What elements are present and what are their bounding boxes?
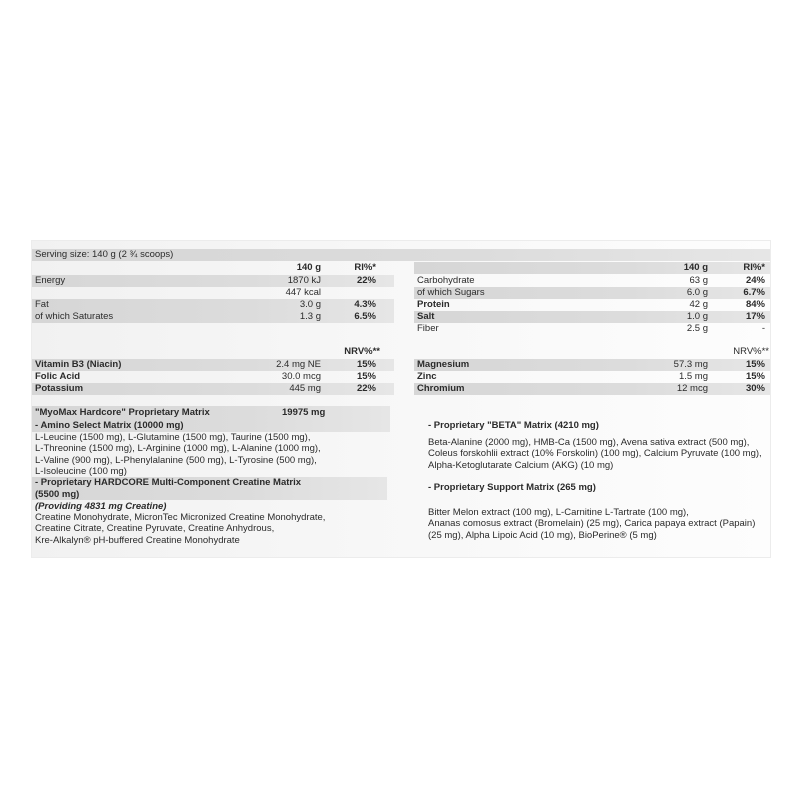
- table-row: Chromium 12 mcg 30%: [414, 383, 770, 395]
- matrix-amount: 19975 mg: [282, 407, 326, 418]
- table-row: Vitamin B3 (Niacin) 2.4 mg NE 15%: [32, 359, 394, 371]
- serving-size-row: [32, 249, 770, 261]
- table-row: of which Saturates 1.3 g 6.5%: [32, 311, 394, 323]
- nutrition-facts-panel: [31, 240, 771, 558]
- serving-size: Serving size: 140 g (2 ¾ scoops): [35, 249, 174, 260]
- amino-matrix-title: - Amino Select Matrix (10000 mg): [32, 419, 390, 432]
- table-row: Zinc 1.5 mg 15%: [417, 371, 765, 382]
- table-row: 447 kcal: [285, 287, 321, 298]
- left-table-header: [32, 262, 394, 274]
- table-row: Protein 42 g 84%: [417, 299, 765, 310]
- table-row: Magnesium 57.3 mg 15%: [414, 359, 770, 371]
- beta-matrix-ingredients: Beta-Alanine (2000 mg), HMB-Ca (1500 mg), Avena sativa extract (500 mg), Coleus forskohlii extract (10% Forskolin) (100 mg), Calcium Pyruvate (100 mg), Alpha-Ketoglutarate Calcium (AKG) (10 mg): [428, 437, 762, 471]
- ri-header: RI%*: [743, 262, 765, 273]
- table-row: Carbohydrate 63 g 24%: [417, 275, 765, 286]
- nrv-header: NRV%**: [733, 346, 769, 357]
- matrix-title-row: [32, 406, 390, 419]
- matrix-title: "MyoMax Hardcore" Proprietary Matrix: [35, 407, 210, 418]
- table-row: Potassium 445 mg 22%: [32, 383, 394, 395]
- table-row: Energy 1870 kJ 22%: [32, 275, 394, 287]
- amino-matrix-ingredients: L-Leucine (1500 mg), L-Glutamine (1500 mg), Taurine (1500 mg), L-Threonine (1500 mg), L-Arginine (1000 mg), L-Alanine (1000 mg), L-Valine (900 mg), L-Phenylalanine (500 mg), L-Tyrosine (500 mg), L-Isoleucine (100 mg): [35, 432, 321, 477]
- ri-header: RI%*: [354, 262, 376, 273]
- creatine-matrix-ingredients: Creatine Monohydrate, MicronTec Micronized Creatine Monohydrate, Creatine Citrate, Creatine Pyruvate, Creatine Anhydrous, Kre-Alkalyn® pH-buffered Creatine Monohydrate: [35, 512, 326, 546]
- amount-header: 140 g: [296, 262, 321, 273]
- table-row: Fiber 2.5 g -: [417, 323, 765, 334]
- table-row: Folic Acid 30.0 mcg 15%: [35, 371, 376, 382]
- support-matrix-ingredients: Bitter Melon extract (100 mg), L-Carnitine L-Tartrate (100 mg), Ananas comosus extract (Bromelain) (25 mg), Carica papaya extract (Papain) (25 mg), Alpha Lipoic Acid (10 mg), BioPerine® (5 mg): [428, 507, 756, 541]
- right-table-header: [414, 262, 770, 274]
- creatine-matrix-title: - Proprietary HARDCORE Multi-Component Creatine Matrix (5500 mg): [32, 477, 387, 500]
- vitamins-header: [32, 346, 394, 358]
- support-matrix-title: - Proprietary Support Matrix (265 mg): [428, 482, 596, 493]
- beta-matrix-title: - Proprietary "BETA" Matrix (4210 mg): [428, 420, 599, 431]
- table-row: Fat 3.0 g 4.3%: [32, 299, 394, 311]
- table-row: Salt 1.0 g 17%: [414, 311, 770, 323]
- minerals-header: [414, 346, 770, 358]
- nrv-header: NRV%**: [344, 346, 380, 357]
- creatine-matrix-note: (Providing 4831 mg Creatine): [35, 501, 167, 512]
- amount-header: 140 g: [683, 262, 708, 273]
- table-row: of which Sugars 6.0 g 6.7%: [414, 287, 770, 299]
